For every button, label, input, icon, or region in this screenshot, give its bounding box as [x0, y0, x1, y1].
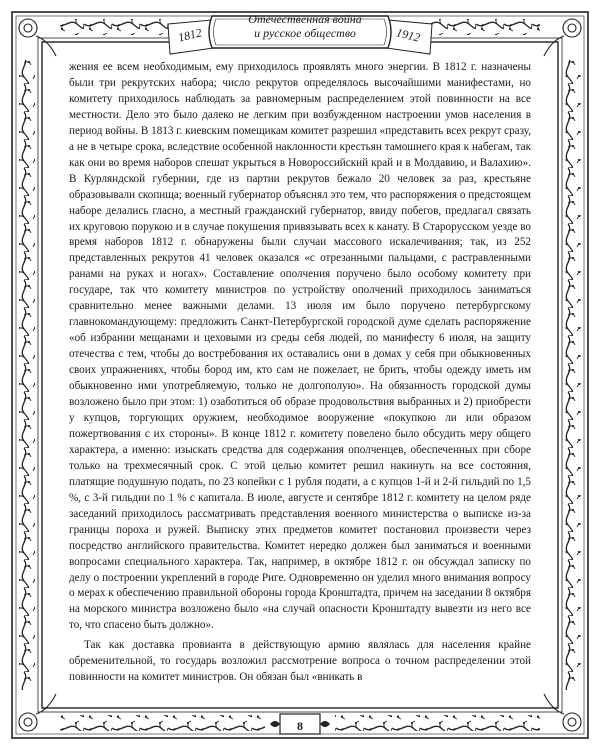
paragraph-1: жения ее всем необходимым, ему приходилось проявлять много энергии. В 1812 г. назначены были три рекрутских набора; число рекрутов определялось высочайшими манифестами, но комитету приходилось наблюдать за равномерным распределением этой повинности на все местности. Дело это было далеко не легким при возбужденном настроении умов населения в период войны. В 1813 г. киевским помещикам комитет разрешил «представить всех рекрут сразу, а не в четыре срока, вследствие особенной наклонности крестьян тамошнего края к набегам, так как они во время наборов спешат укрыться в Новороссийский край и в Молдавию, и Валахию». В Курляндской губернии, где из партии рекрутов бежало 20 человек за раз, крестьяне образовывали скопища; военный губернатор объяснял это тем, что распоряжения о предстоящем наборе делались гласно, а местный гражданский губернатор, ввиду побегов, предлагал связать их круговою порукою и в случае покушения привязывать всех к канату. В Старорусском уезде во время наборов 1812 г. обнаружены были случаи массового искалечивания; так, из 252 представленных рекрутов 41 человек оказался «с отрезанными пальцами, с растравленными ранами на руках и ногах». Составление ополчения поручено было особому комитету при государе, так что комитету министров по устройству ополчений приходилось заниматься сравнительно менее важными делами. 13 июля им было поручено петербургскому главнокомандующему: предложить Санкт-Петербургской городской думе сделать распоряжение «об избрании мещанами и цеховыми из среды себя людей, по манифесту 6 июля, на защиту отечества с тем, чтобы до востребования их оставались они в домах у себя при обыкновенных своих упражнениях, чтобы бород им, кто сам не пожелает, не брить, чтобы одежду иметь им обыкновенно ими употребляемую, только не долгополую». На обязанность городской думы возложено было при этом: 1) озаботиться об образе продовольствия выбранных и 2) приобрести у купцов, торгующих оружием, необходимое вооружение «покупкою ли или образом пожертвования с их стороны». В конце 1812 г. комитету повелено было обсудить меру общего характера, а именно: изыскать средства для содержания ополченцев, обеспеченных при сборе только на трехмесячный срок. С этой целью комитет решил накинуть на все состояния, платящие подушную подать, по 23 копейки с 1 рубля подати, а с купцов 1-й и 2-й гильдий по 1,5 %, с 3-й гильдии по 1 % с капитала. В июле, августе и сентябре 1812 г. комитету на целом ряде заседаний приходилось рассматривать представления военного министерства о выписке из-за границы пороха и ружей. Выписку этих предметов комитет постановил произвести через посредство английского правительства. Комитет нередко должен был заниматься и военными вопросами специального характера. Так, например, в октябре 1812 г. он обсуждал записку по делу о построении укреплений в городе Риге. Одновременно он уделил много внимания вопросу о мерах к обеспечению правильной обороны города Кронштадта, причем на заседании 8 октября на морского министра возложено было «на случай опасности Кронштадту вывезти из него все то, что спасено быть должно».	[69, 61, 531, 632]
running-header	[220, 10, 390, 48]
page-number: 8	[297, 719, 303, 733]
header-title	[220, 12, 390, 40]
header-title-line-1: Отечественная война	[248, 12, 362, 26]
header-title-line-2: и русское общество	[254, 26, 356, 40]
paragraph-2: Так как доставка провианта в действующую армию являлась для населения крайне обременительной, то государь возложил рассмотрение вопроса о точном распределении этой повинности на комитет министров. Он обязан был «вникать в	[69, 639, 531, 684]
body-text	[69, 60, 531, 686]
year-left: 1812	[176, 25, 204, 45]
year-right: 1912	[394, 25, 422, 45]
